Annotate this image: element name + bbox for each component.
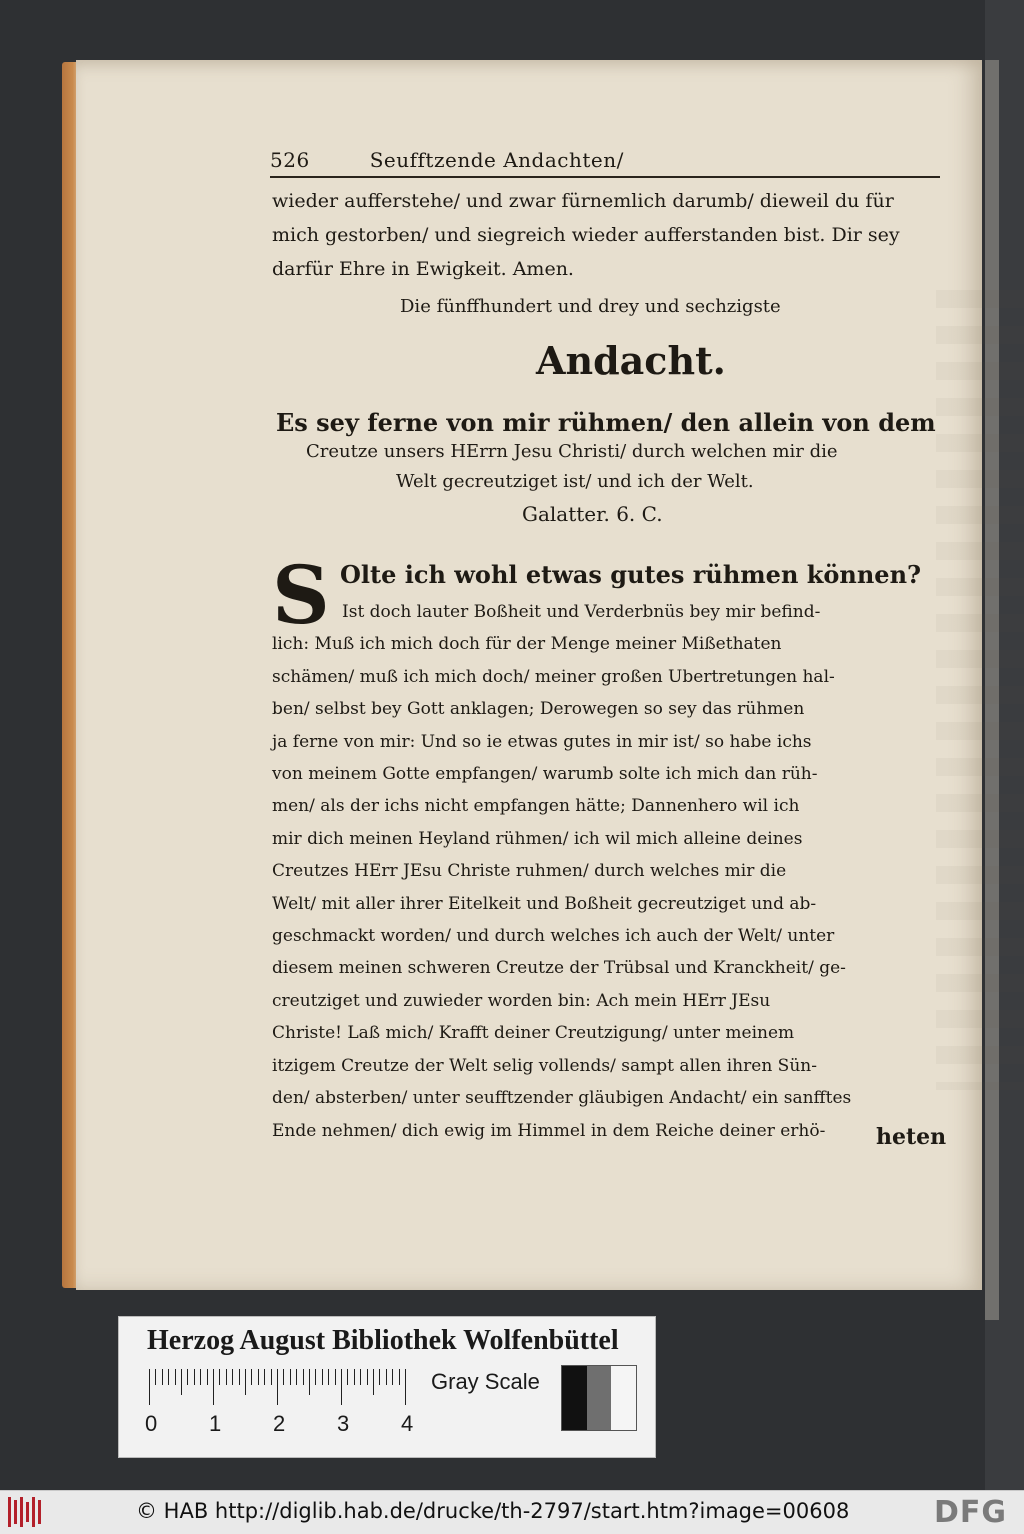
text-line: von meinem Gotte empfangen/ warumb solte ich mich dan rüh-	[272, 764, 818, 785]
gray-scale-label: Gray Scale	[431, 1369, 540, 1394]
text-line: wieder aufferstehe/ und zwar fürnemlich darumb/ dieweil du für	[272, 190, 894, 212]
ruler-tick	[347, 1369, 348, 1385]
ruler-tick	[277, 1369, 278, 1405]
text-line: den/ absterben/ unter seufftzender gläubigen Andacht/ ein sanfftes	[272, 1088, 852, 1109]
dfg-logo: DFG	[934, 1495, 1008, 1530]
ruler-number: 0	[145, 1411, 158, 1436]
ruler	[145, 1369, 419, 1436]
ruler-tick	[175, 1369, 176, 1385]
ruler-tick	[162, 1369, 163, 1385]
ruler-tick	[309, 1369, 310, 1395]
text-line: mir dich meinen Heyland rühmen/ ich wil mich alleine deines	[272, 828, 803, 849]
verse-line: Welt gecreutziget ist/ und ich der Welt.	[396, 471, 754, 492]
page-number: 526	[270, 148, 310, 172]
ruler-tick	[290, 1369, 291, 1385]
ruler-tick	[245, 1369, 246, 1395]
ruler-tick	[303, 1369, 304, 1385]
ruler-tick	[354, 1369, 355, 1385]
ruler-tick	[232, 1369, 233, 1385]
ruler-number: 2	[273, 1411, 286, 1436]
verse-reference: Galatter. 6. C.	[522, 502, 663, 526]
ruler-tick	[405, 1369, 406, 1405]
ruler-tick	[264, 1369, 265, 1385]
ruler-tick	[271, 1369, 272, 1385]
gray-scale-swatch	[561, 1365, 637, 1431]
catchword: heten	[876, 1124, 947, 1150]
ruler-tick	[155, 1369, 156, 1385]
ruler-tick	[315, 1369, 316, 1385]
ruler-tick	[373, 1369, 374, 1395]
verse-line: Creutze unsers HErrn Jesu Christi/ durch welchen mir die	[306, 441, 838, 462]
body-text	[272, 596, 851, 1147]
verse-block	[276, 408, 936, 497]
ruler-tick	[194, 1369, 195, 1385]
ruler-tick	[207, 1369, 208, 1385]
text-line: men/ als der ichs nicht empfangen hätte; Dannenhero wil ich	[272, 796, 800, 817]
text-line: schämen/ muß ich mich doch/ meiner großen Ubertretungen hal-	[272, 666, 835, 687]
text-line: creutziget und zuwieder worden bin: Ach mein HErr JEsu	[272, 990, 771, 1011]
text-line: Creutzes HErr JEsu Christe ruhmen/ durch welches mir die	[272, 861, 787, 882]
running-header	[270, 148, 624, 172]
ruler-number: 1	[209, 1411, 222, 1436]
ruler-tick	[379, 1369, 380, 1385]
footer-bar	[0, 1490, 1024, 1534]
ruler-tick	[168, 1369, 169, 1385]
ruler-tick	[149, 1369, 150, 1405]
ruler-tick	[200, 1369, 201, 1385]
ruler-tick	[251, 1369, 252, 1385]
copyright-link[interactable]: © HAB http://diglib.hab.de/drucke/th-2797/start.htm?image=00608	[136, 1499, 850, 1523]
text-line: diesem meinen schweren Creutze der Trübsal und Kranckheit/ ge-	[272, 958, 846, 979]
ruler-tick	[399, 1369, 400, 1385]
continuation-text	[272, 184, 900, 286]
text-line: geschmackt worden/ und durch welches ich auch der Welt/ unter	[272, 926, 835, 947]
ruler-number: 3	[337, 1411, 350, 1436]
section-title-line1: Die fünffhundert und drey und sechzigste	[400, 296, 781, 317]
running-head: Seufftzende Andachten/	[369, 148, 624, 172]
ruler-tick	[328, 1369, 329, 1385]
text-line: ben/ selbst bey Gott anklagen; Derowegen so sey das rühmen	[272, 699, 805, 720]
ruler-tick	[239, 1369, 240, 1385]
ruler-tick	[360, 1369, 361, 1385]
gray-patch-dark	[562, 1366, 587, 1430]
ruler-tick	[335, 1369, 336, 1385]
text-line: itzigem Creutze der Welt selig vollends/ sampt allen ihren Sün-	[272, 1055, 817, 1076]
text-line: Ist doch lauter Boßheit und Verderbnüs bey mir befind-	[342, 602, 821, 622]
text-line: lich: Muß ich mich doch für der Menge meiner Mißethaten	[272, 634, 782, 655]
ruler-tick	[187, 1369, 188, 1385]
ruler-tick	[367, 1369, 368, 1385]
ruler-tick	[322, 1369, 323, 1385]
drop-cap: S	[272, 548, 330, 642]
ruler-tick	[181, 1369, 182, 1395]
ruler-tick	[226, 1369, 227, 1385]
text-line: darfür Ehre in Ewigkeit. Amen.	[272, 258, 574, 280]
bleed-through	[936, 290, 1024, 1090]
ruler-tick	[213, 1369, 214, 1405]
ruler-number: 4	[401, 1411, 414, 1436]
text-line: Welt/ mit aller ihrer Eitelkeit und Boßheit gecreutziget und ab-	[272, 893, 817, 914]
header-rule	[270, 176, 940, 178]
ruler-tick	[296, 1369, 297, 1385]
gray-patch-light	[611, 1366, 636, 1430]
ruler-tick	[258, 1369, 259, 1385]
ruler-tick	[386, 1369, 387, 1385]
section-title-line2: Andacht.	[536, 338, 726, 383]
text-line: Ende nehmen/ dich ewig im Himmel in dem Reiche deiner erhö-	[272, 1120, 826, 1141]
text-line: mich gestorben/ und siegreich wieder aufferstanden bist. Dir sey	[272, 224, 900, 246]
text-line: ja ferne von mir: Und so ie etwas gutes in mir ist/ so habe ichs	[272, 731, 812, 752]
text-line: Christe! Laß mich/ Krafft deiner Creutzigung/ unter meinem	[272, 1023, 795, 1044]
body-first-line: Olte ich wohl etwas gutes rühmen können?	[340, 560, 922, 589]
hab-logo-icon	[6, 1497, 46, 1527]
ruler-tick	[283, 1369, 284, 1385]
gray-patch-mid	[587, 1366, 612, 1430]
ruler-tick	[392, 1369, 393, 1385]
color-target-card	[118, 1316, 656, 1458]
ruler-tick	[219, 1369, 220, 1385]
ruler-tick	[341, 1369, 342, 1405]
library-name: Herzog August Bibliothek Wolfenbüttel	[147, 1325, 619, 1356]
verse-line: Es sey ferne von mir rühmen/ den allein von dem	[276, 408, 936, 437]
